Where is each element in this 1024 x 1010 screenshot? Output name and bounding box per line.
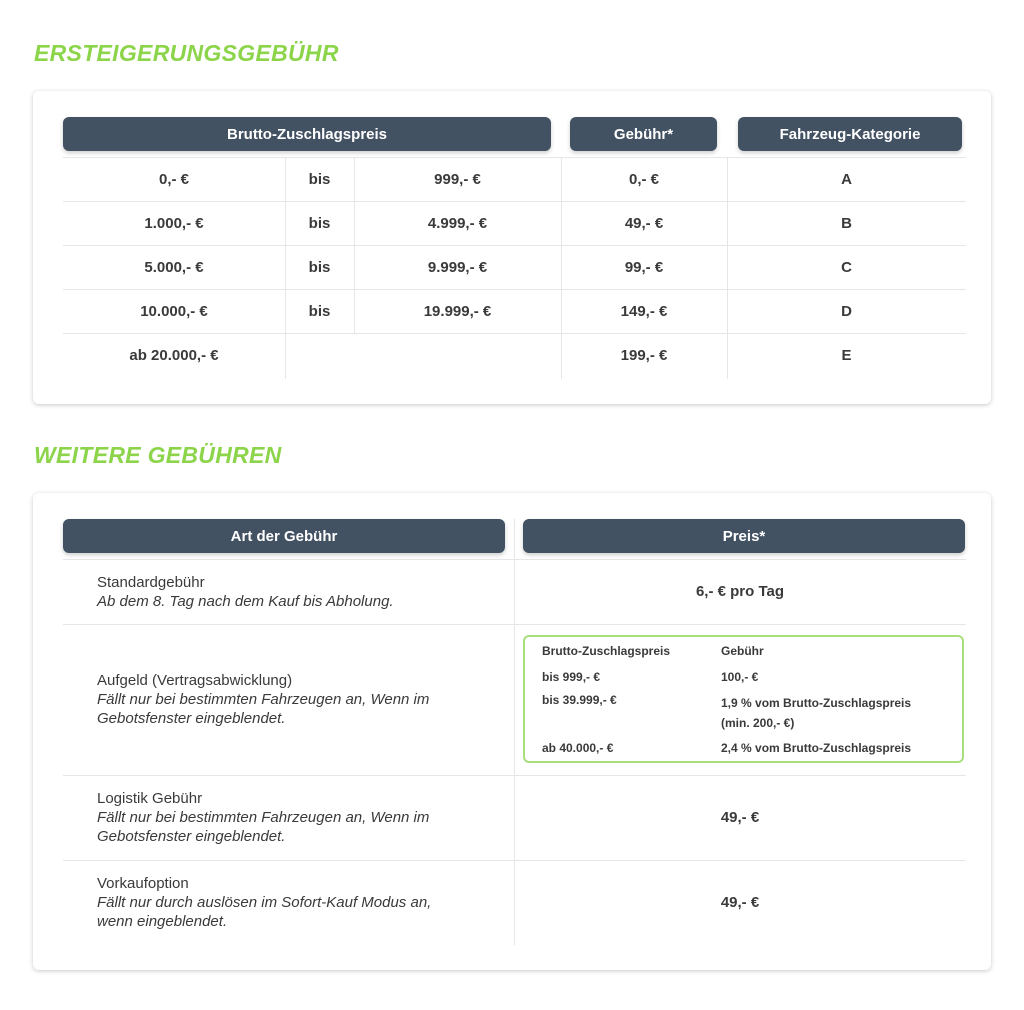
vehicle-category: D [841,302,852,320]
fee-value: 199,- € [620,346,668,364]
price-separator: bis [308,302,331,320]
price-to: 19.999,- € [423,302,492,320]
fee-type-cell [97,559,394,624]
other-fees-card [33,493,991,970]
header-art-der-gebuehr: Art der Gebühr [63,519,505,553]
aufgeld-price: ab 40.000,- € [542,741,614,755]
price-from: 1.000,- € [144,214,204,232]
fee-value: 49,- € [624,214,664,232]
price-from: 5.000,- € [144,258,204,276]
price-to: 999,- € [434,170,481,188]
header-gebuehr: Gebühr* [570,117,717,151]
fee-title: Aufgeld (Vertragsabwicklung) [97,672,293,689]
price-separator: bis [308,258,331,276]
fee-type-cell [97,624,457,775]
price-separator: bis [308,170,331,188]
vehicle-category: B [841,214,852,232]
aufgeld-header-fee: Gebühr [721,644,764,658]
fee-value: 149,- € [620,302,668,320]
vehicle-category: E [841,346,852,364]
header-fahrzeug-kategorie: Fahrzeug-Kategorie [738,117,962,151]
section-title-weitere-gebuehren: WEITERE GEBÜHREN [34,442,282,468]
price-to: 9.999,- € [427,258,488,276]
fee-description: Fällt nur durch auslösen im Sofort-Kauf Modus an, wenn eingeblendet. [97,894,432,930]
fee-value: 99,- € [624,258,664,276]
fee-description: Fällt nur bei bestimmten Fahrzeugen an, Wenn im Gebotsfenster eingeblendet. [97,691,430,727]
price-from: 0,- € [158,170,189,188]
fee-value: 0,- € [628,170,659,188]
fee-description: Fällt nur bei bestimmten Fahrzeugen an, Wenn im Gebotsfenster eingeblendet. [97,809,430,845]
fee-type-cell [97,860,447,945]
fee-type-cell [97,775,457,860]
fee-title: Logistik Gebühr [97,790,203,807]
fee-title: Standardgebühr [97,573,205,591]
aufgeld-price: bis 999,- € [542,670,601,684]
vehicle-category: C [841,258,852,276]
aufgeld-price: bis 39.999,- € [542,693,617,707]
auction-fee-card [33,91,991,404]
price-from: 10.000,- € [140,302,208,320]
price-separator: bis [308,214,331,232]
aufgeld-header-price: Brutto-Zuschlagspreis [542,644,671,658]
fee-description: Ab dem 8. Tag nach dem Kauf bis Abholung. [97,592,394,610]
fee-title: Vorkaufoption [97,875,189,892]
header-preis: Preis* [523,519,965,553]
section-title-ersteigerungsgebuehr: ERSTEIGERUNGSGEBÜHR [34,40,339,66]
fee-price: 49,- € [720,894,760,911]
aufgeld-fee: 100,- € [721,670,759,684]
aufgeld-price-table [523,635,964,763]
fee-price: 6,- € pro Tag [695,583,785,600]
price-to: 4.999,- € [427,214,488,232]
vehicle-category: A [841,170,852,188]
header-brutto-zuschlagspreis: Brutto-Zuschlagspreis [63,117,551,151]
price-from: ab 20.000,- € [129,346,219,364]
aufgeld-fee: 2,4 % vom Brutto-Zuschlagspreis [721,741,912,755]
fee-price: 49,- € [720,809,760,826]
aufgeld-fee: 1,9 % vom Brutto-Zuschlagspreis (min. 200,- €) [721,696,912,730]
